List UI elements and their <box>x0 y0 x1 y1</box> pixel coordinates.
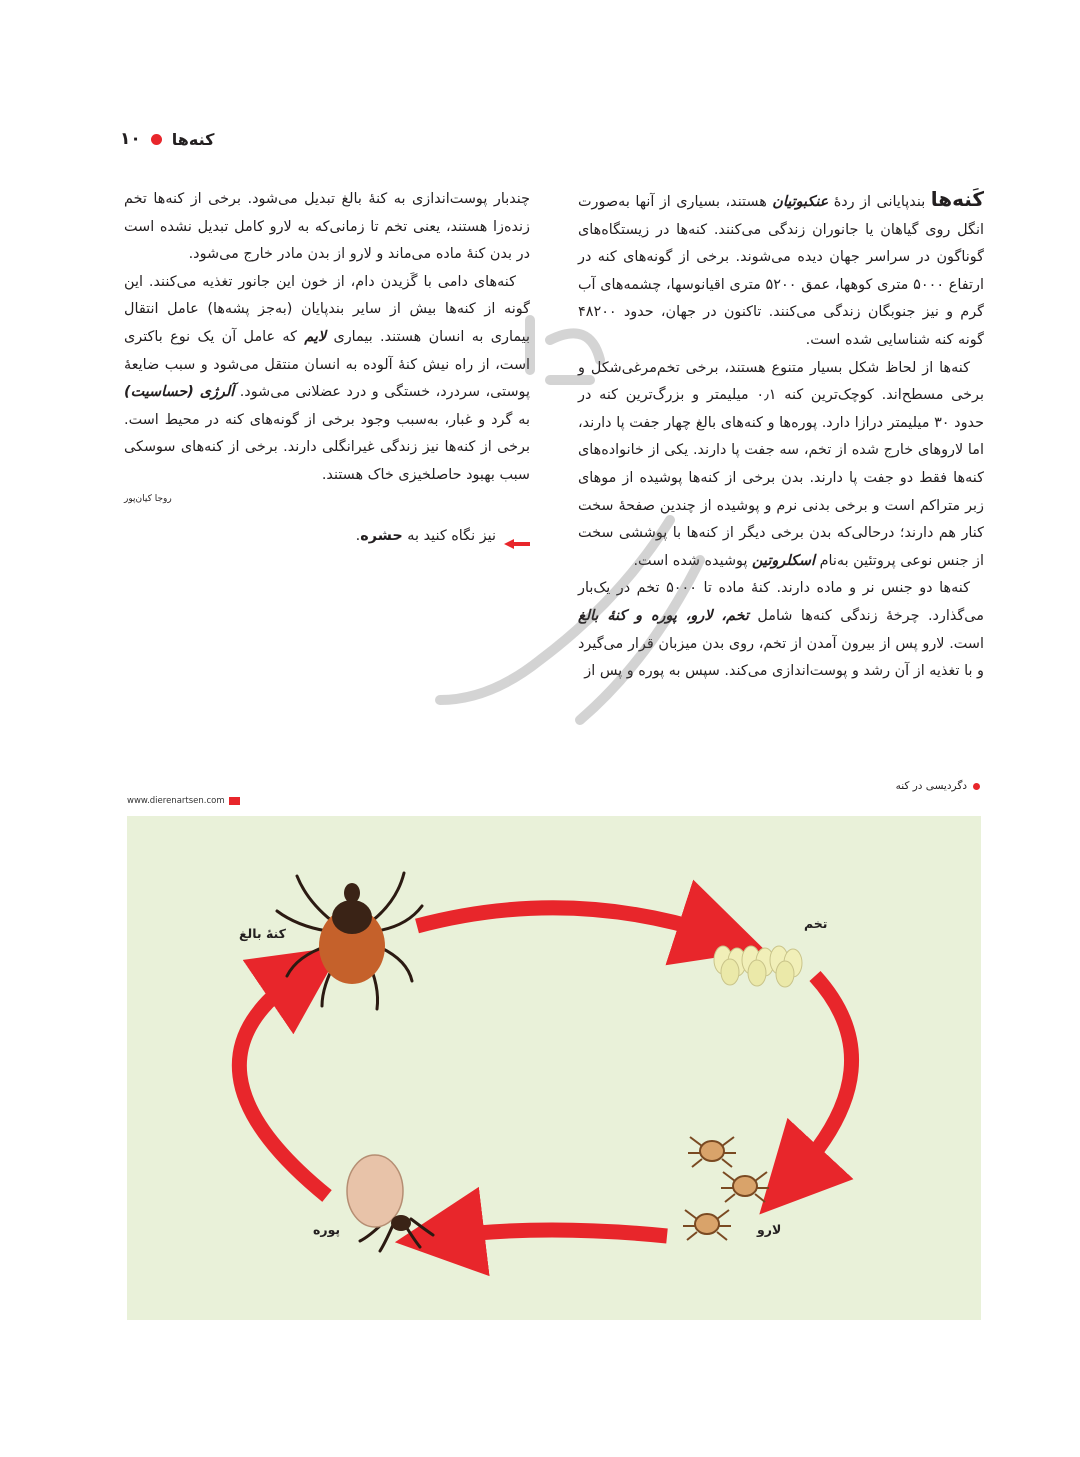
arrow-nymph-to-adult <box>239 976 327 1196</box>
author-line <box>124 486 530 514</box>
article-right-column <box>578 186 984 686</box>
author-name: روجا کیان‌پور <box>124 493 172 504</box>
term-allergy: آلرژی (حساسیت) <box>124 384 235 401</box>
paragraph-intro <box>578 186 984 355</box>
text-run: . <box>355 528 361 545</box>
figure-credit <box>127 796 240 806</box>
text-run: به گرد و غبار، به‌سبب وجود برخی از گونه‌های کنه در محیط است. برخی از کنه‌ها نیز زندگی غیرانگلی دارند. برخی از کنه‌های سوسکی سبب بهبود حاصلخیزی خاک هستند. <box>124 411 530 483</box>
lead-word: کَنه‌ها <box>930 187 984 211</box>
label-egg: تخم <box>804 916 828 931</box>
text-run: کنه‌های دامی با گَزیدن دام، از خون این جانور تغذیه می‌کنند. این گونه از کنه‌ها بیش از سایر بندپایان (به‌جز پشه‌ها) عامل انتقال بیماری به انسان هستند. بیماری <box>124 273 531 345</box>
term-lyme: لایم <box>304 328 327 345</box>
label-nymph: پوره <box>313 1222 341 1237</box>
arrow-left-icon <box>504 532 530 542</box>
page-number: ۱۰ <box>120 129 141 149</box>
credit-text: www.dierenartsen.com <box>127 796 225 806</box>
text-run: نیز نگاه کنید به <box>402 528 496 545</box>
paragraph-shape <box>578 355 984 576</box>
arrow-larva-to-nymph <box>447 1230 667 1236</box>
lifecycle-diagram <box>127 816 981 1320</box>
see-also[interactable] <box>124 523 530 551</box>
text-run: پوشیده شده است. <box>633 552 753 569</box>
label-larva: لارو <box>757 1222 782 1237</box>
text-run: هستند، بسیاری از آنها به‌صورت انگل روی گیاهان یا جانوران زندگی می‌کنند. کنه‌ها در زیستگاه‌های گوناگون در سراسر جهان دیده می‌شوند. برخی از گونه‌های کنه در ارتفاع ۵۰۰۰ متری کوهها، عمق ۵۲۰۰ متری اقیانوسها، چشمه‌های آب گرم و نیز جنوبگان زندگی می‌کنند. تاکنون در جهان، حدود ۴۸۲۰۰ گونه کنه شناسایی شده است. <box>578 194 985 348</box>
term-sclerotin: اسکلروتین <box>752 552 815 569</box>
lifecycle-figure <box>127 816 981 1320</box>
paragraph-continuation: چندبار پوست‌اندازی به کنهٔ بالغ تبدیل می‌شود. برخی از کنه‌ها تخم زنده‌زا هستند، یعنی تخم تا زمانی‌که به لارو کامل تبدیل نشده است در بدن کنهٔ ماده می‌ماند و لارو از بدن مادر خارج می‌شود. <box>124 191 530 263</box>
nymph-illustration <box>347 1155 433 1251</box>
arrow-egg-to-larva <box>795 976 852 1176</box>
header-dot <box>151 134 162 145</box>
text-run: کنه‌ها دو جنس نر و ماده دارند. کنهٔ ماده تا ۵۰۰۰ تخم در یک‌بار می‌گذارد. چرخهٔ زندگی کنه‌ها شامل <box>578 580 984 624</box>
text-run: بندپایانی از ردهٔ <box>828 194 931 210</box>
adult-tick-illustration <box>277 873 422 1009</box>
camera-icon <box>229 797 240 805</box>
term-lifecycle-stages: تخم، لارو، پوره و کنهٔ بالغ <box>578 607 749 624</box>
article-left-column <box>124 186 530 551</box>
paragraph-disease <box>124 269 530 490</box>
paragraph-lifecycle <box>578 575 984 685</box>
page-header <box>120 124 340 154</box>
text-run: است. لارو پس از بیرون آمدن از تخم، روی بدن میزبان قرار می‌گیرد و با تغذیه از آن رشد و پوست‌اندازی می‌کند. سپس به پوره و پس از <box>578 635 984 680</box>
egg-cluster-illustration <box>714 946 802 987</box>
text-run: که عامل آن یک نوع باکتری است، از راه نیش کنهٔ آلوده به انسان منتقل می‌شود و سبب ضایعهٔ پوستی، سردرد، خستگی و درد عضلانی می‌شود. <box>124 328 530 401</box>
caption-dot <box>973 783 980 790</box>
see-also-link[interactable]: حشره <box>360 528 403 545</box>
page-title: کنه‌ها <box>171 129 215 149</box>
text-run: کنه‌ها از لحاظ شکل بسیار متنوع هستند، برخی تخم‌مرغی‌شکل و برخی مسطح‌اند. کوچک‌ترین کنه ۰٫۱ میلیمتر و بزرگ‌ترین کنه در حدود ۳۰ میلیمتر درازا دارد. پوره‌ها و کنه‌های بالغ چهار جفت پا دارند، اما لاروهای خارج شده از تخم، سه جفت پا دارند. یکی از خانواده‌های کنه‌ها فقط دو جفت پا دارند. بدن برخی از کنه‌ها پوشیده از موهای زبر متراکم است و برخی بدنی نرم و پوشیده از چندین صفحهٔ سخت کنار هم دارند؛ درحالی‌که بدن برخی دیگر از کنه‌ها با پوششی سخت از جنس نوعی پروتئین به‌نام <box>578 359 984 569</box>
term-arachnids: عنکبوتیان <box>772 194 829 210</box>
arrow-adult-to-egg <box>417 908 715 934</box>
see-also-text <box>356 523 496 551</box>
figure-caption <box>896 780 980 792</box>
caption-text: دگردیسی در کنه <box>895 780 967 792</box>
label-adult: کنهٔ بالغ <box>239 926 286 941</box>
